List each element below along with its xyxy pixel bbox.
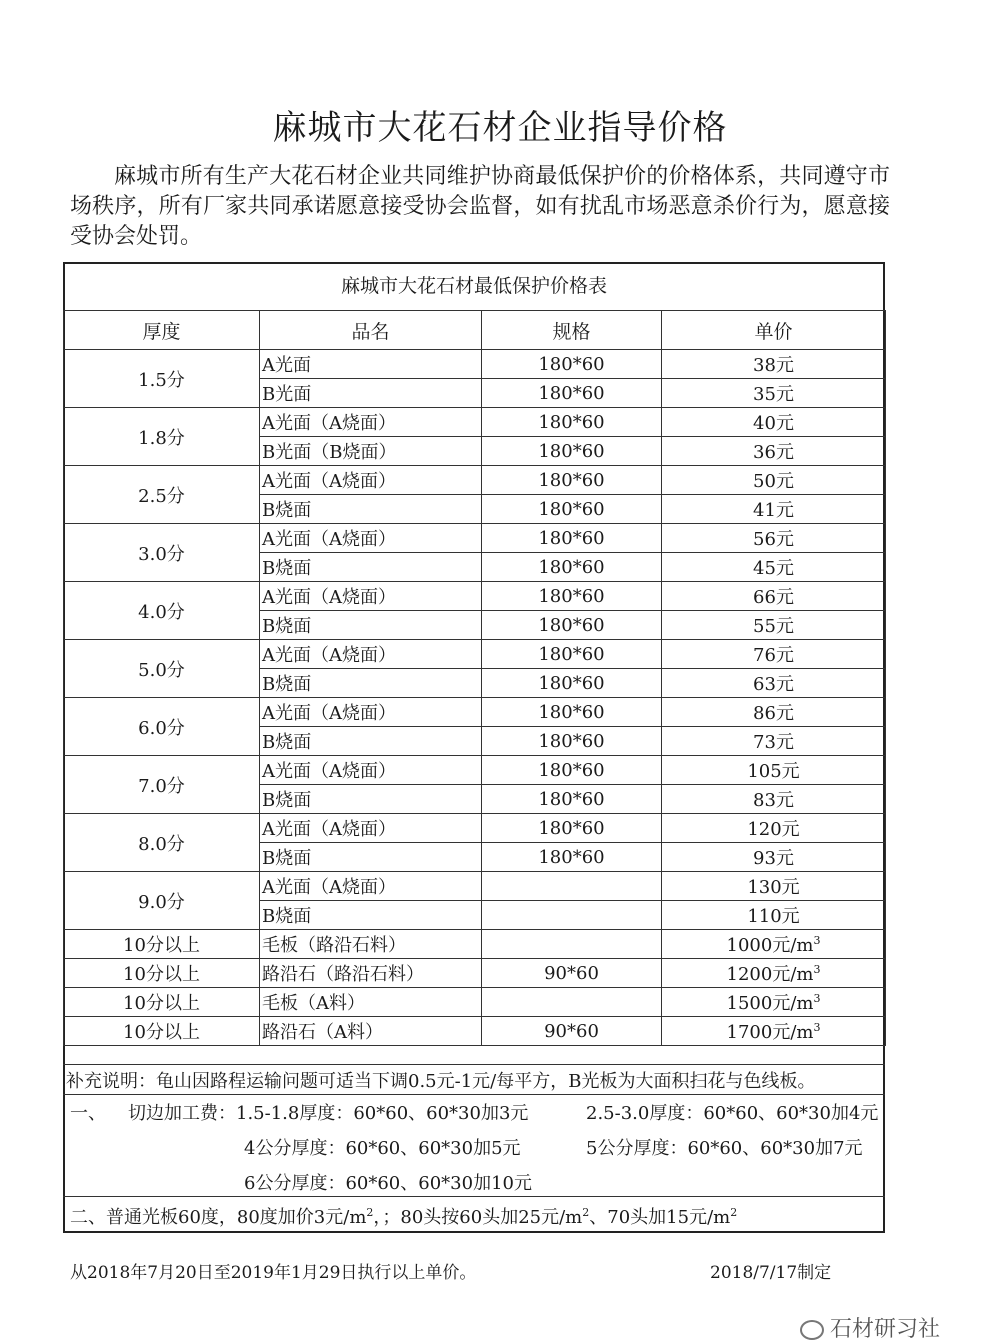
product-name-cell: B烧面: [260, 843, 482, 872]
spec-cell: 180*60: [482, 350, 662, 379]
validity-note: 从2018年7月20日至2019年1月29日执行以上单价。: [70, 1263, 477, 1283]
item2-part-a: 二、普通光板60度，80度加价3元/m: [70, 1207, 367, 1228]
divider: [63, 1064, 885, 1065]
item2-note: [70, 1203, 737, 1229]
table-row: [64, 350, 886, 379]
price-value: 1500元/m: [726, 993, 814, 1014]
item1-line2-b: 5公分厚度：60*60、60*30加7元: [586, 1138, 863, 1159]
thickness-cell: 6.0分: [64, 698, 260, 756]
spec-cell: 180*60: [482, 379, 662, 408]
price-cell: 40元: [662, 408, 886, 437]
price-cell: 55元: [662, 611, 886, 640]
price-cell: [662, 930, 886, 959]
product-name-cell: B烧面: [260, 669, 482, 698]
table-row: [64, 466, 886, 495]
price-value: 1700元/m: [726, 1022, 814, 1043]
price-cell: 73元: [662, 727, 886, 756]
watermark: [800, 1312, 940, 1343]
product-name-cell: B烧面: [260, 553, 482, 582]
product-name-cell: B烧面: [260, 495, 482, 524]
product-name-cell: 路沿石（A料）: [260, 1017, 482, 1046]
spec-cell: 180*60: [482, 466, 662, 495]
price-cell: [662, 1017, 886, 1046]
item2-sup-1: 2: [366, 1206, 374, 1219]
thickness-cell: 10分以上: [64, 959, 260, 988]
table-header-row: [64, 311, 886, 350]
thickness-cell: 3.0分: [64, 524, 260, 582]
thickness-cell: 8.0分: [64, 814, 260, 872]
price-cell: 56元: [662, 524, 886, 553]
spec-cell: [482, 930, 662, 959]
price-cell: 110元: [662, 901, 886, 930]
table-row: [64, 698, 886, 727]
table-row: [64, 930, 886, 959]
spec-cell: 90*60: [482, 1017, 662, 1046]
spec-cell: 180*60: [482, 640, 662, 669]
product-name-cell: A光面（A烧面）: [260, 756, 482, 785]
spec-cell: [482, 872, 662, 901]
spec-cell: 180*60: [482, 524, 662, 553]
product-name-cell: A光面（A烧面）: [260, 582, 482, 611]
table-row: [64, 1017, 886, 1046]
product-name-cell: B烧面: [260, 727, 482, 756]
price-table: [63, 310, 886, 1046]
divider: [63, 1196, 885, 1197]
thickness-cell: 1.8分: [64, 408, 260, 466]
product-name-cell: A光面（A烧面）: [260, 524, 482, 553]
price-cell: 120元: [662, 814, 886, 843]
price-cell: 45元: [662, 553, 886, 582]
supplement-note: 补充说明：龟山因路程运输问题可适当下调0.5元-1元/每平方，B光板为大面积扫花与色线板。: [66, 1071, 816, 1092]
table-row: [64, 988, 886, 1017]
thickness-cell: 9.0分: [64, 872, 260, 930]
table-row: [64, 582, 886, 611]
price-cell: 36元: [662, 437, 886, 466]
item1-line2-a: 4公分厚度：60*60、60*30加5元: [244, 1138, 521, 1159]
spec-cell: [482, 901, 662, 930]
header-price: 单价: [662, 311, 886, 350]
price-value: 1200元/m: [726, 964, 814, 985]
price-cell: 86元: [662, 698, 886, 727]
spec-cell: 180*60: [482, 698, 662, 727]
product-name-cell: B烧面: [260, 901, 482, 930]
item1-line3: 6公分厚度：60*60、60*30加10元: [244, 1173, 532, 1194]
price-cell: 105元: [662, 756, 886, 785]
table-row: [64, 756, 886, 785]
product-name-cell: 路沿石（路沿石料）: [260, 959, 482, 988]
item2-sup-2: 2: [582, 1206, 590, 1219]
intro-paragraph: 麻城市所有生产大花石材企业共同维护协商最低保护价的价格体系，共同遵守市场秩序，所有厂家共同承诺愿意接受协会监督，如有扰乱市场恶意杀价行为，愿意接受协会处罚。: [70, 164, 890, 249]
price-cell: 130元: [662, 872, 886, 901]
spec-cell: 180*60: [482, 611, 662, 640]
table-row: [64, 872, 886, 901]
item1-label: 一、: [70, 1103, 106, 1124]
price-cell: [662, 959, 886, 988]
item2-part-b: ，；80头按60头加25元/m: [373, 1207, 583, 1228]
price-cell: 50元: [662, 466, 886, 495]
price-cell: 66元: [662, 582, 886, 611]
spec-cell: 180*60: [482, 437, 662, 466]
item2-sup-3: 2: [730, 1206, 738, 1219]
table-row: [64, 959, 886, 988]
price-cell: 38元: [662, 350, 886, 379]
table-row: [64, 408, 886, 437]
header-name: 品名: [260, 311, 482, 350]
price-value: 1000元/m: [726, 935, 814, 956]
header-spec: 规格: [482, 311, 662, 350]
product-name-cell: B烧面: [260, 611, 482, 640]
product-name-cell: A光面（A烧面）: [260, 872, 482, 901]
table-row: [64, 640, 886, 669]
spec-cell: 180*60: [482, 582, 662, 611]
price-cell: 83元: [662, 785, 886, 814]
spec-cell: 180*60: [482, 669, 662, 698]
item1-line1-b: 2.5-3.0厚度：60*60、60*30加4元: [586, 1103, 879, 1124]
spec-cell: 180*60: [482, 495, 662, 524]
wechat-icon: [800, 1320, 824, 1340]
product-name-cell: A光面（A烧面）: [260, 814, 482, 843]
product-name-cell: A光面: [260, 350, 482, 379]
price-cell: 41元: [662, 495, 886, 524]
divider: [63, 1094, 885, 1095]
price-cell: [662, 988, 886, 1017]
spec-cell: 90*60: [482, 959, 662, 988]
watermark-text: 石材研习社: [830, 1317, 941, 1342]
product-name-cell: A光面（A烧面）: [260, 698, 482, 727]
table-caption: 麻城市大花石材最低保护价格表: [340, 275, 607, 297]
issue-date: 2018/7/17制定: [710, 1263, 832, 1283]
product-name-cell: A光面（A烧面）: [260, 466, 482, 495]
table-row: [64, 524, 886, 553]
spec-cell: 180*60: [482, 756, 662, 785]
unit-superscript: 3: [813, 992, 821, 1005]
spec-cell: 180*60: [482, 553, 662, 582]
item2-part-c: 、70头加15元/m: [589, 1207, 731, 1228]
table-row: [64, 814, 886, 843]
spec-cell: [482, 988, 662, 1017]
product-name-cell: B光面: [260, 379, 482, 408]
price-cell: 35元: [662, 379, 886, 408]
thickness-cell: 10分以上: [64, 930, 260, 959]
spec-cell: 180*60: [482, 727, 662, 756]
header-thickness: 厚度: [64, 311, 260, 350]
unit-superscript: 3: [813, 1021, 821, 1034]
spec-cell: 180*60: [482, 785, 662, 814]
spec-cell: 180*60: [482, 843, 662, 872]
thickness-cell: 4.0分: [64, 582, 260, 640]
thickness-cell: 7.0分: [64, 756, 260, 814]
product-name-cell: B烧面: [260, 785, 482, 814]
product-name-cell: 毛板（A料）: [260, 988, 482, 1017]
product-name-cell: A光面（A烧面）: [260, 640, 482, 669]
unit-superscript: 3: [813, 934, 821, 947]
product-name-cell: A光面（A烧面）: [260, 408, 482, 437]
price-cell: 63元: [662, 669, 886, 698]
spec-cell: 180*60: [482, 408, 662, 437]
unit-superscript: 3: [813, 963, 821, 976]
item1-line1-a: 切边加工费：1.5-1.8厚度：60*60、60*30加3元: [128, 1103, 529, 1124]
price-cell: 93元: [662, 843, 886, 872]
thickness-cell: 10分以上: [64, 988, 260, 1017]
price-cell: 76元: [662, 640, 886, 669]
thickness-cell: 1.5分: [64, 350, 260, 408]
page-title: 麻城市大花石材企业指导价格: [272, 108, 728, 148]
product-name-cell: B光面（B烧面）: [260, 437, 482, 466]
product-name-cell: 毛板（路沿石料）: [260, 930, 482, 959]
thickness-cell: 10分以上: [64, 1017, 260, 1046]
spec-cell: 180*60: [482, 814, 662, 843]
thickness-cell: 5.0分: [64, 640, 260, 698]
thickness-cell: 2.5分: [64, 466, 260, 524]
